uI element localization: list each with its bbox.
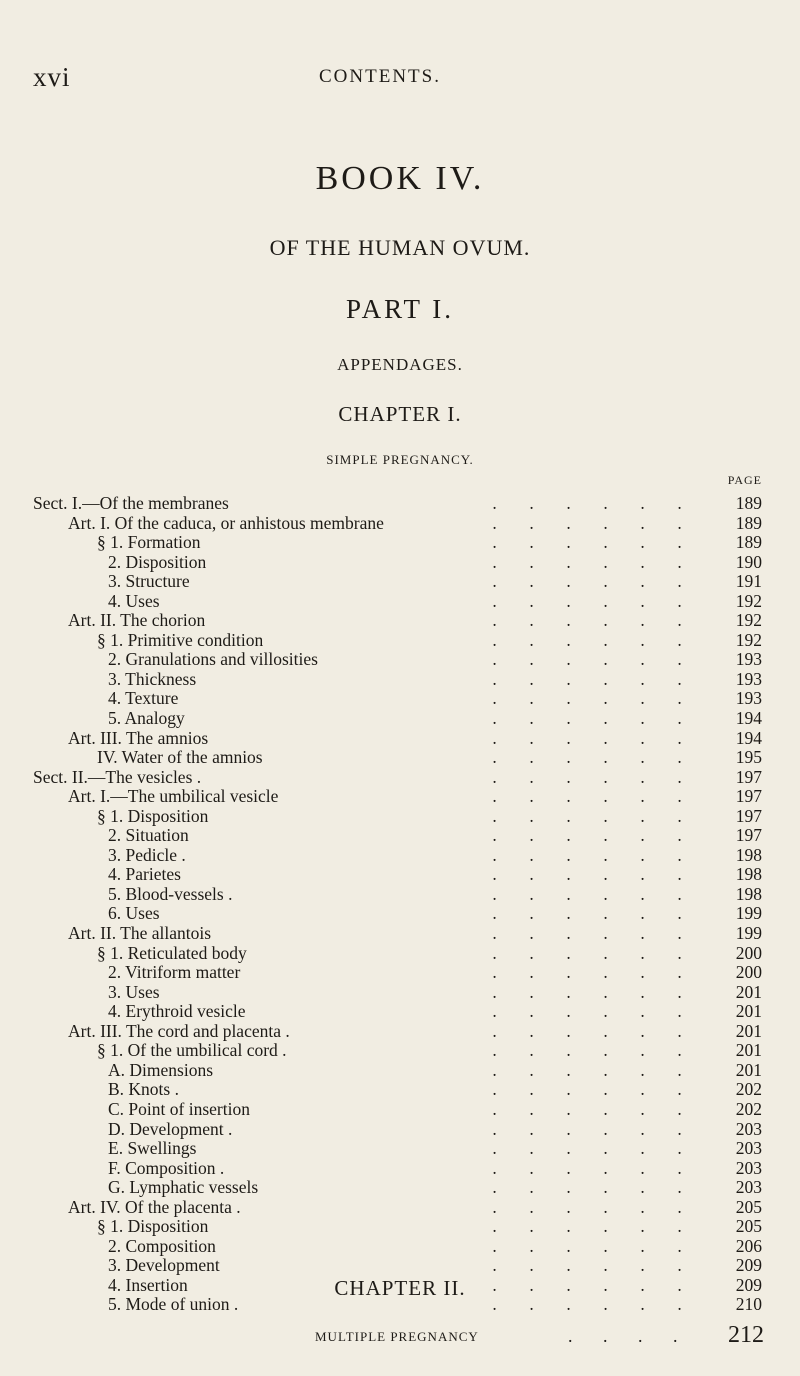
toc-entry bbox=[0, 807, 800, 827]
toc-entry-label: 4. Parietes bbox=[108, 864, 181, 885]
toc-entry-page: 205 bbox=[735, 1216, 762, 1237]
toc-entry bbox=[0, 1100, 800, 1120]
toc-entry bbox=[0, 494, 800, 514]
toc-entry-label: Art. III. The cord and placenta . bbox=[68, 1020, 290, 1041]
toc-entry-label: 5. Blood-vessels . bbox=[108, 883, 233, 904]
toc-entry-label: 2. Disposition bbox=[108, 551, 207, 572]
book-subtitle: OF THE HUMAN OVUM. bbox=[269, 235, 531, 260]
toc-entry-label: Sect. I.—Of the membranes bbox=[33, 493, 229, 513]
toc-entry bbox=[0, 1237, 800, 1257]
leader-dots: . . . . . . bbox=[492, 727, 682, 748]
chapter-subtitle: SIMPLE PREGNANCY. bbox=[326, 452, 474, 467]
toc-entry-label: A. Dimensions bbox=[108, 1059, 213, 1080]
toc-entry bbox=[0, 611, 800, 631]
toc-entry-label: 5. Mode of union . bbox=[108, 1294, 239, 1315]
leader-dots: . . . . . . bbox=[492, 493, 682, 513]
leader-dots: . . . . . . bbox=[492, 1040, 682, 1061]
toc-entry bbox=[0, 1041, 800, 1061]
toc-entry bbox=[0, 846, 800, 866]
chapter-2-entry bbox=[0, 1322, 800, 1350]
leader-dots: . . . . . . bbox=[492, 668, 682, 689]
toc-entry-label: C. Point of insertion bbox=[108, 1098, 250, 1119]
toc-entry bbox=[0, 885, 800, 905]
toc-entry-page: 201 bbox=[735, 1059, 762, 1080]
toc-entry-page: 199 bbox=[735, 903, 762, 924]
toc-entry-label: 2. Vitriform matter bbox=[108, 962, 241, 983]
toc-entry-page: 195 bbox=[735, 747, 762, 768]
toc-entry-label: D. Development . bbox=[108, 1118, 233, 1139]
book-title: BOOK IV. bbox=[315, 160, 485, 197]
toc-entry-label: Art. II. The allantois bbox=[68, 923, 212, 944]
leader-dots: . . . . . . bbox=[492, 1235, 682, 1256]
toc-entry bbox=[0, 787, 800, 807]
chapter-2-page: 212 bbox=[728, 1322, 764, 1348]
toc-entry-label: 2. Granulations and villosities bbox=[108, 649, 318, 670]
toc-entry-label: Art. III. The amnios bbox=[68, 727, 209, 748]
toc-entry-page: 210 bbox=[735, 1294, 762, 1315]
toc-entry-label: F. Composition . bbox=[108, 1157, 225, 1178]
toc-entry-label: Art. II. The chorion bbox=[68, 610, 206, 631]
toc-entry-label: § 1. Disposition bbox=[97, 805, 209, 826]
leader-dots: . . . . . . bbox=[492, 688, 682, 709]
toc-entry-page: 193 bbox=[735, 668, 762, 689]
toc-entry bbox=[0, 983, 800, 1003]
toc-entry-label: 4. Texture bbox=[108, 688, 179, 709]
part-subtitle: APPENDAGES. bbox=[337, 355, 463, 374]
toc-entry-page: 194 bbox=[735, 708, 762, 729]
toc-entry-label: § 1. Formation bbox=[97, 532, 201, 553]
toc-entry-page: 201 bbox=[735, 981, 762, 1002]
toc-entry-page: 203 bbox=[735, 1157, 762, 1178]
leader-dots: . . . . . . bbox=[492, 1274, 682, 1295]
toc-entry-label: E. Swellings bbox=[108, 1138, 197, 1159]
toc-entry-page: 189 bbox=[735, 512, 762, 533]
toc-entry bbox=[0, 1178, 800, 1198]
toc-entry bbox=[0, 1080, 800, 1100]
toc-entry-page: 194 bbox=[735, 727, 762, 748]
leader-dots: . . . . . . bbox=[492, 1001, 682, 1022]
toc-entry-page: 203 bbox=[735, 1177, 762, 1198]
toc-entry bbox=[0, 748, 800, 768]
toc-entry-page: 197 bbox=[735, 766, 762, 787]
leader-dots: . . . . . . bbox=[492, 805, 682, 826]
toc-entry-page: 197 bbox=[735, 825, 762, 846]
toc-entry bbox=[0, 709, 800, 729]
toc-entry bbox=[0, 592, 800, 612]
toc-entry bbox=[0, 1061, 800, 1081]
toc-entry-label: Sect. II.—The vesicles . bbox=[33, 766, 202, 787]
leader-dots: . . . . . . bbox=[492, 590, 682, 611]
page-folio: xvi bbox=[33, 62, 71, 92]
leader-dots: . . . . . . bbox=[492, 883, 682, 904]
toc-entry-page: 201 bbox=[735, 1040, 762, 1061]
toc-entry bbox=[0, 963, 800, 983]
toc-entry-label: Art. IV. Of the placenta . bbox=[68, 1196, 241, 1217]
toc-entry-label: 4. Erythroid vesicle bbox=[108, 1001, 246, 1022]
chapter-2-title: CHAPTER II. bbox=[334, 1276, 466, 1300]
toc-entry-page: 193 bbox=[735, 688, 762, 709]
chapter-title: CHAPTER I. bbox=[338, 402, 462, 426]
leader-dots: . . . . . . bbox=[492, 786, 682, 807]
toc-entry bbox=[0, 514, 800, 534]
toc-entry-page: 198 bbox=[735, 883, 762, 904]
leader-dots: . . . . . . bbox=[492, 551, 682, 572]
toc-entry-page: 199 bbox=[735, 923, 762, 944]
leader-dots: . . . . . . bbox=[492, 1177, 682, 1198]
toc-entry bbox=[0, 650, 800, 670]
toc-entry-page: 189 bbox=[735, 493, 762, 513]
leader-dots: . . . . . . bbox=[492, 962, 682, 983]
leader-dots: . . . . . . bbox=[492, 1118, 682, 1139]
leader-dots: . . . . . . bbox=[492, 1255, 682, 1276]
toc-entry-page: 189 bbox=[735, 532, 762, 553]
leader-dots: . . . . . . bbox=[492, 708, 682, 729]
leader-dots: . . . . . . bbox=[492, 1138, 682, 1159]
leader-dots: . . . . . . bbox=[492, 981, 682, 1002]
toc-entry bbox=[0, 729, 800, 749]
toc-entry bbox=[0, 1198, 800, 1218]
leader-dots: . . . . . . bbox=[492, 747, 682, 768]
leader-dots: . . . . . . bbox=[492, 864, 682, 885]
toc-entry bbox=[0, 631, 800, 651]
toc-entry-label: § 1. Primitive condition bbox=[97, 629, 264, 650]
toc-entry-page: 198 bbox=[735, 864, 762, 885]
toc-entry bbox=[0, 904, 800, 924]
toc-entry bbox=[0, 533, 800, 553]
part-title: PART I. bbox=[346, 294, 454, 324]
leader-dots: . . . . . . bbox=[492, 532, 682, 553]
toc-entry-label: § 1. Disposition bbox=[97, 1216, 209, 1237]
leader-dots: . . . . . . bbox=[492, 1216, 682, 1237]
leader-dots: . . . . . . bbox=[492, 1079, 682, 1100]
toc-entry-label: 3. Development bbox=[108, 1255, 220, 1276]
toc-entry-page: 202 bbox=[735, 1098, 762, 1119]
leader-dots: . . . . . . bbox=[492, 649, 682, 670]
toc-entry-page: 203 bbox=[735, 1138, 762, 1159]
toc-entry-page: 193 bbox=[735, 649, 762, 670]
toc-entry-page: 201 bbox=[735, 1020, 762, 1041]
leader-dots: . . . . . . bbox=[492, 1020, 682, 1041]
toc-entry-page: 205 bbox=[735, 1196, 762, 1217]
toc-entry bbox=[0, 1120, 800, 1140]
toc-entry bbox=[0, 1217, 800, 1237]
leader-dots: . . . . . . bbox=[492, 629, 682, 650]
toc-entry bbox=[0, 1256, 800, 1276]
toc-entry-label: Art. I. Of the caduca, or anhistous membrane bbox=[68, 512, 384, 533]
toc-entry bbox=[0, 1139, 800, 1159]
toc-entry-page: 206 bbox=[735, 1235, 762, 1256]
toc-entry bbox=[0, 944, 800, 964]
toc-entry-page: 200 bbox=[735, 942, 762, 963]
toc-entry-label: 3. Thickness bbox=[108, 668, 197, 689]
leader-dots: . . . . . . bbox=[492, 1294, 682, 1315]
toc-entry bbox=[0, 768, 800, 788]
toc-entry bbox=[0, 1159, 800, 1179]
toc-entry-label: 4. Insertion bbox=[108, 1274, 188, 1295]
toc-entry-page: 209 bbox=[735, 1255, 762, 1276]
toc-entry-page: 197 bbox=[735, 786, 762, 807]
page-column-label: PAGE bbox=[727, 473, 762, 487]
toc-entry bbox=[0, 865, 800, 885]
toc-entry-page: 192 bbox=[735, 610, 762, 631]
leader-dots: . . . . . . bbox=[492, 844, 682, 865]
leader-dots: . . . . . . bbox=[492, 903, 682, 924]
toc-entry-page: 192 bbox=[735, 629, 762, 650]
leader-dots: . . . . . . bbox=[492, 1059, 682, 1080]
toc-entry bbox=[0, 670, 800, 690]
toc-entry bbox=[0, 826, 800, 846]
toc-entry-page: 209 bbox=[735, 1274, 762, 1295]
leader-dots: . . . . bbox=[568, 1326, 678, 1346]
toc-entry-label: 2. Composition bbox=[108, 1235, 216, 1256]
toc-entry-label: 3. Pedicle . bbox=[108, 844, 186, 865]
leader-dots: . . . . . . bbox=[492, 571, 682, 592]
toc-entry-label: 2. Situation bbox=[108, 825, 189, 846]
toc-entry bbox=[0, 572, 800, 592]
chapter-2-subtitle: MULTIPLE PREGNANCY bbox=[315, 1329, 479, 1344]
table-of-contents bbox=[0, 494, 800, 1315]
toc-entry-label: § 1. Of the umbilical cord . bbox=[97, 1040, 287, 1061]
toc-entry-label: 6. Uses bbox=[108, 903, 160, 924]
running-head-title: CONTENTS. bbox=[319, 66, 441, 87]
leader-dots: . . . . . . bbox=[492, 1157, 682, 1178]
toc-entry-page: 190 bbox=[735, 551, 762, 572]
toc-entry-page: 202 bbox=[735, 1079, 762, 1100]
toc-entry-label: 3. Uses bbox=[108, 981, 160, 1002]
leader-dots: . . . . . . bbox=[492, 1098, 682, 1119]
toc-entry bbox=[0, 1002, 800, 1022]
toc-entry-label: G. Lymphatic vessels bbox=[108, 1177, 259, 1198]
leader-dots: . . . . . . bbox=[492, 512, 682, 533]
leader-dots: . . . . . . bbox=[492, 825, 682, 846]
toc-entry-label: Art. I.—The umbilical vesicle bbox=[68, 786, 279, 807]
leader-dots: . . . . . . bbox=[492, 942, 682, 963]
leader-dots: . . . . . . bbox=[492, 610, 682, 631]
toc-entry-page: 201 bbox=[735, 1001, 762, 1022]
leader-dots: . . . . . . bbox=[492, 766, 682, 787]
toc-entry-label: B. Knots . bbox=[108, 1079, 179, 1100]
toc-entry-page: 200 bbox=[735, 962, 762, 983]
toc-entry-page: 192 bbox=[735, 590, 762, 611]
toc-entry-label: 4. Uses bbox=[108, 590, 160, 611]
toc-entry-label: § 1. Reticulated body bbox=[97, 942, 247, 963]
toc-entry-page: 198 bbox=[735, 844, 762, 865]
toc-entry-label: 3. Structure bbox=[108, 571, 190, 592]
toc-entry bbox=[0, 924, 800, 944]
toc-entry bbox=[0, 553, 800, 573]
toc-entry-page: 197 bbox=[735, 805, 762, 826]
toc-entry-label: 5. Analogy bbox=[108, 708, 185, 729]
toc-entry-page: 203 bbox=[735, 1118, 762, 1139]
running-head bbox=[33, 62, 767, 92]
toc-entry bbox=[0, 1022, 800, 1042]
leader-dots: . . . . . . bbox=[492, 1196, 682, 1217]
toc-entry-label: IV. Water of the amnios bbox=[97, 747, 263, 768]
toc-entry-page: 191 bbox=[735, 571, 762, 592]
leader-dots: . . . . . . bbox=[492, 923, 682, 944]
toc-entry bbox=[0, 689, 800, 709]
